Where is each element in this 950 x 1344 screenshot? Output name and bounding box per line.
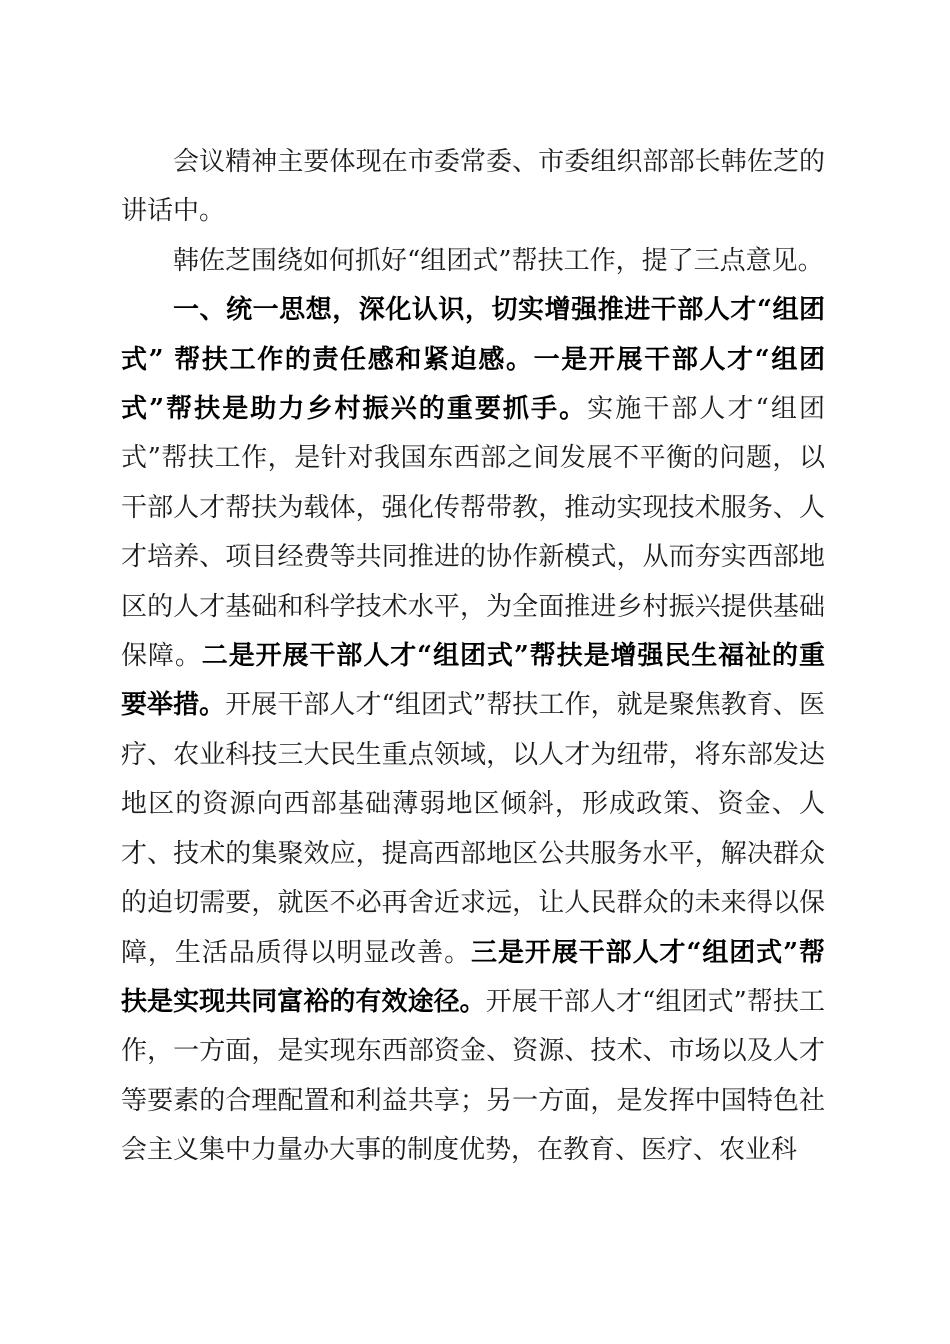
point-two-body: 开展干部人才“组团式”帮扶工作，就是聚焦教育、医疗、农业科技三大民生重点领域，以人才为纽带，将东部发达地区的资源向西部基础薄弱地区倾斜，形成政策、资金、人才、技术的集聚效应，提高西部地区公共服务水平，解决群众的迫切需要，就医不必再舍近求远，让人民群众的未来得以保障，生活品质得以明显改善。 <box>121 690 825 968</box>
point-one-body: 实施干部人才“组团式”帮扶工作，是针对我国东西部之间发展不平衡的问题，以干部人才帮扶为载体，强化传帮带教，推动实现技术服务、人才培养、项目经费等共同推进的协作新模式，从而夯实西部地区的人才基础和科学技术水平，为全面推进乡村振兴提供基础保障。 <box>121 394 825 672</box>
document-body <box>121 138 825 1176</box>
point-three-title: 三是开展干部人才“组团式”帮扶是实现共同富裕的有效途径。 <box>121 937 825 1017</box>
point-one-title: 一是开展干部人才“组团式”帮扶是助力乡村振兴的重要抓手。 <box>121 344 825 425</box>
paragraph-text: 韩佐芝围绕如何抓好“组团式”帮扶工作，提了三点意见。 <box>173 245 824 276</box>
point-three-body: 开展干部人才“组团式”帮扶工作，一方面，是实现东西部资金、资源、技术、市场以及人才等要素的合理配置和利益共享；另一方面，是发挥中国特色社会主义集中力量办大事的制度优势，在教育、医疗、农业科 <box>121 986 825 1166</box>
point-two-title: 二是开展干部人才“组团式”帮扶是增强民生福祉的重要举措。 <box>121 641 825 721</box>
paragraph-section-one <box>121 286 825 1175</box>
section-heading: 一、统一思想，深化认识，切实增强推进干部人才“组团式” 帮扶工作的责任感和紧迫感。 <box>121 295 825 375</box>
paragraph-text: 会议精神主要体现在市委常委、市委组织部部长韩佐芝的讲话中。 <box>121 147 825 227</box>
paragraph-three-opinions <box>121 237 825 286</box>
paragraph-meeting-spirit <box>121 138 825 237</box>
